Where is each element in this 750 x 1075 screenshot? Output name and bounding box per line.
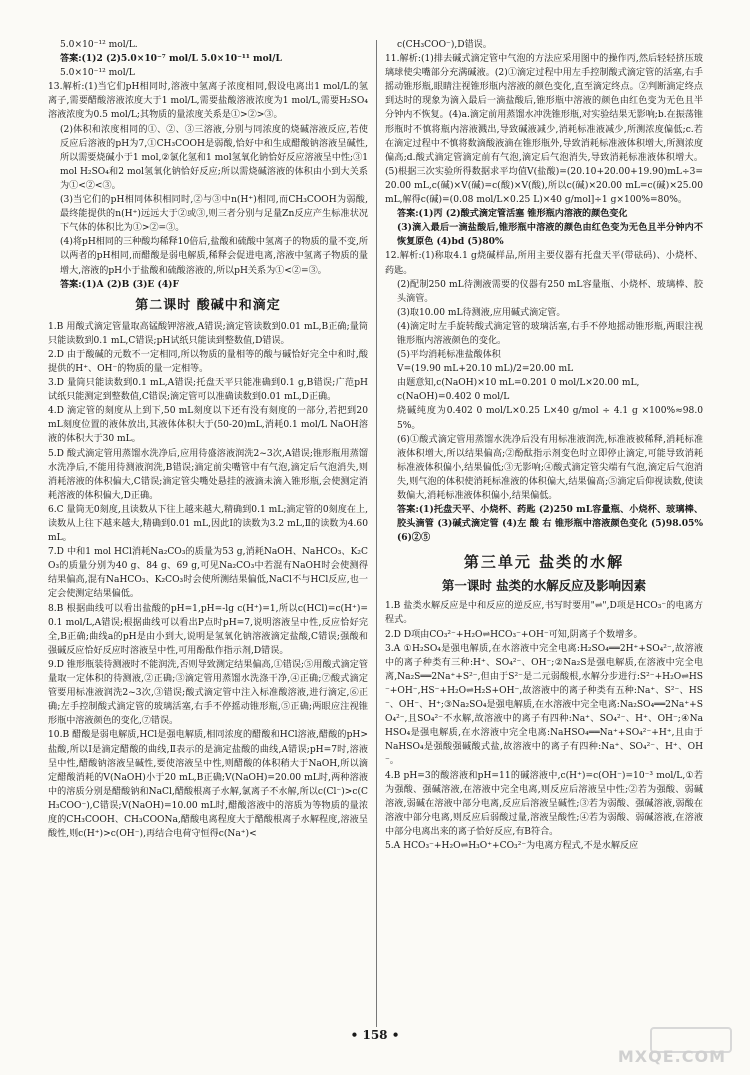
left-column — [48, 38, 368, 1027]
paragraph: 4.D 滴定管的刻度从上到下,50 mL刻度以下还有没有刻度的一部分,若把到20 mL刻度位置的液体放出,其液体体积大于(50-20)mL,消耗0.1 mol/L NaOH溶液的体积大于30 mL。 — [48, 406, 368, 445]
answer-line: 答案:(1)2 (2)5.0×10⁻⁷ mol/L 5.0×10⁻¹¹ mol/L — [60, 53, 282, 65]
paragraph: (3)取10.00 mL待测液,应用碱式滴定管。 — [397, 307, 566, 318]
section-title: 第二课时 酸碱中和滴定 — [135, 297, 281, 313]
paragraph: 13.解析:(1)当它们pH相同时,溶液中氢离子浓度相同,假设电离出1 mol/L的氢离子,需要醋酸溶液浓度大于1 mol/L,需要盐酸溶液浓度为1 mol/L,需要H₂SO₄溶液浓度为0.5 mol/L;其物质的量浓度关系是①>②>③。 — [48, 82, 368, 121]
paragraph: 3.A ①H₂SO₄是强电解质,在水溶液中完全电离:H₂SO₄══2H⁺+SO₄²⁻,故溶液中的离子种类有三种:H⁺、SO₄²⁻、OH⁻;②Na₂S是强电解质,在溶液中完全电离,Na₂S══2Na⁺+S²⁻,但由于S²⁻是二元弱酸根,水解分步进行:S²⁻+H₂O⇌HS⁻+OH⁻,HS⁻+H₂O⇌H₂S+OH⁻,故溶液中的离子种类有五种:Na⁺、S²⁻、HS⁻、OH⁻、H⁺;③Na₂SO₄是强电解质,在水溶液中完全电离:Na₂SO₄══2Na⁺+SO₄²⁻,且SO₄²⁻不水解,故溶液中的离子有四种:Na⁺、SO₄²⁻、H⁺、OH⁻;④NaHSO₄是强电解质,在水溶液中完全电离:NaHSO₄══Na⁺+SO₄²⁻+H⁺,且由于NaHSO₄是强酸强碱酸式盐,故溶液中的离子有四种:Na⁺、SO₄²⁻、H⁺、OH⁻。 — [385, 643, 703, 767]
answer-line: 答案:(1)托盘天平、小烧杯、药匙 (2)250 mL容量瓶、小烧杯、玻璃棒、胶头滴管 (3)碱式滴定管 (4)左 酸 右 锥形瓶中溶液颜色变化 (5)98.05% (6)②⑤ — [397, 504, 703, 544]
paragraph: 9.D 锥形瓶装待测液时不能润洗,否则导致测定结果偏高,①错误;⑤用酸式滴定管量取一定体积的待测液,②正确;③滴定管用蒸馏水洗涤干净,④正确;⑦酸式滴定管要用标准液润洗2~3次,③错误;酸式滴定管中注入标准酸溶液,进行滴定,⑥正确;左手控制酸式滴定管的玻璃活塞,右手不停摇动锥形瓶,⑤正确;两眼应注视锥形瓶中溶液颜色的变化,⑦错误。 — [48, 659, 368, 727]
paragraph: 由题意知,c(NaOH)×10 mL=0.201 0 mol/L×20.00 mL, — [397, 378, 640, 389]
paragraph: (4)滴定时左手旋转酸式滴定管的玻璃活塞,右手不停地摇动锥形瓶,两眼注视锥形瓶内溶液颜色的变化。 — [397, 321, 703, 346]
paragraph: 5.0×10⁻¹² mol/L — [60, 68, 135, 79]
unit-title: 第三单元 盐类的水解 — [463, 553, 625, 572]
paragraph: 5.A HCO₃⁻+H₂O⇌H₃O⁺+CO₃²⁻为电离方程式,不是水解反应 — [385, 840, 639, 851]
paragraph: 6.C 量筒无0刻度,且读数从下往上越来越大,精确到0.1 mL;滴定管的0刻度在上,读数从上往下越来越大,精确到0.01 mL,因此Ⅰ的读数为3.2 mL,Ⅱ的读数为4.60 mL。 — [48, 504, 368, 544]
lesson-title: 第一课时 盐类的水解反应及影响因素 — [441, 578, 647, 594]
paragraph: 4.B pH=3的酸溶液和pH=11的碱溶液中,c(H⁺)=c(OH⁻)=10⁻³ mol/L,①若为强酸、强碱溶液,在溶液中完全电离,则反应后溶液呈中性;②若为强酸、弱碱溶液,弱碱在溶液中部分电离,反应后溶液呈碱性;③若为弱酸、强碱溶液,弱酸在溶液中部分电离,则反应后弱酸过量,溶液呈酸性;④若为弱酸、弱碱溶液,在溶液中部分电离出来的离子恰好反应,有B符合。 — [385, 770, 703, 837]
answer-line: 答案:(1)A (2)B (3)E (4)F — [60, 278, 179, 290]
paragraph: V=(19.90 mL+20.10 mL)/2=20.00 mL — [397, 364, 574, 375]
watermark-text: MXQE.COM — [617, 1047, 726, 1066]
paragraph: 7.D 中和1 mol HCl消耗Na₂CO₃的质量为53 g,消耗NaOH、NaHCO₃、K₂CO₃的质量分别为40 g、84 g、69 g,可见Na₂CO₃中若混有NaOH时会使测得结果偏高,混有NaHCO₃、K₂CO₃时会使所测结果偏低,NaCl不与HCl反应,也一定会使测定结果偏低。 — [48, 547, 368, 600]
paragraph: 2.D D项由CO₃²⁻+H₂O⇌HCO₃⁻+OH⁻可知,阴离子个数增多。 — [385, 629, 643, 640]
paragraph: 1.B 盐类水解反应是中和反应的逆反应,书写时要用"⇌",D项是HCO₃⁻的电离方程式。 — [385, 601, 703, 626]
paragraph: c(NaOH)=0.402 0 mol/L — [397, 392, 510, 403]
column-divider — [376, 40, 377, 1027]
paragraph: 烧碱纯度为0.402 0 mol/L×0.25 L×40 g/mol ÷ 4.1 g ×100%≈98.05%。 — [397, 406, 703, 431]
paragraph: 5.0×10⁻¹² mol/L. — [60, 40, 138, 50]
paragraph: 10.B 醋酸是弱电解质,HCl是强电解质,相同浓度的醋酸和HCl溶液,醋酸的pH>盐酸,所以Ⅰ是滴定醋酸的曲线,Ⅱ表示的是滴定盐酸的曲线,A错误;pH=7时,溶液呈中性,醋酸钠溶液呈碱性,要使溶液呈中性,则醋酸的体积稍大于NaOH,所以滴定醋酸消耗的V(NaOH)小于20 mL,B正确;V(NaOH)=20.00 mL时,两种溶液中的溶质分别是醋酸钠和NaCl,醋酸根离子水解,氯离子不水解,所以c(Cl⁻)>c(CH₃COO⁻),C错误;V(NaOH)=10.00 mL时,醋酸溶液中的溶质为等物质的量浓度的CH₃COOH、CH₃COONa,醋酸电离程度大于醋酸根离子水解程度,溶液呈酸性,则c(H⁺)>c(OH⁻),再结合电荷守恒得c(Na⁺)< — [48, 730, 368, 840]
paragraph: 5.D 酸式滴定管用蒸馏水洗净后,应用待盛溶液润洗2~3次,A错误;锥形瓶用蒸馏水洗净后,不能用待测液润洗,B错误;滴定前尖嘴管中有气泡,滴定后气泡消失,则消耗溶液的体积偏大,C错误;滴定管尖嘴处悬挂的液滴未滴入锥形瓶,会使测定消耗溶液的体积偏大,D正确。 — [48, 448, 368, 501]
paragraph: (5)平均消耗标准盐酸体积 — [397, 350, 501, 361]
paragraph: 8.B 根据曲线可以看出盐酸的pH=1,pH=-lg c(H⁺)=1,所以c(HCl)=c(H⁺)=0.1 mol/L,A错误;根据曲线可以看出P点时pH=7,说明溶液呈中性,反应恰好完全,B正确;曲线a的pH是由小到大,说明是氢氧化钠溶液滴定盐酸,C错误;强酸和强碱反应恰好反应时溶液呈中性,可用酚酞作指示剂,D错误。 — [48, 603, 368, 656]
paragraph: (6)①酸式滴定管用蒸馏水洗净后没有用标准液润洗,标准液被稀释,消耗标准液体积增大,所以结果偏高;②酚酞指示剂变色时立即停止滴定,可能导致消耗标准液体积偏小,结果偏低;③无影响;④酸式滴定管尖端有气泡,滴定后气泡消失,则气泡的体积使消耗标准液的体积偏大,结果偏高;⑤滴定后仰视读数,使读数偏大,消耗标准液体积偏小,结果偏低。 — [397, 434, 703, 501]
paragraph: (4)将pH相同的三种酸均稀释10倍后,盐酸和硫酸中氢离子的物质的量不变,所以两者的pH相同,而醋酸是弱电解质,稀释会促进电离,溶液中氢离子物质的量增大,溶液的pH小于盐酸和硫酸溶液的,所以pH关系为①<②=③。 — [60, 237, 368, 276]
paragraph: (2)配制250 mL待测液需要的仪器有250 mL容量瓶、小烧杯、玻璃棒、胶头滴管。 — [397, 279, 703, 304]
watermark-logo — [617, 1025, 732, 1067]
paragraph: c(CH₃COO⁻),D错误。 — [397, 40, 492, 50]
paragraph: (3)当它们的pH相同体积相同时,②与③中n(H⁺)相同,而CH₃COOH为弱酸,最终能提供的n(H⁺)远远大于②或③,则三者分别与足量Zn反应产生标准状况下气体的体积比为①>②=③。 — [60, 195, 368, 234]
right-column — [385, 38, 703, 1027]
paragraph: 1.B 用酸式滴定管量取高锰酸钾溶液,A错误;滴定管读数到0.01 mL,B正确;量筒只能读数到0.1 mL,C错误;pH试纸只能读到整数值,D错误。 — [48, 321, 368, 346]
answer-line: (3)滴入最后一滴盐酸后,锥形瓶中溶液的颜色由红色变为无色且半分钟内不恢复原色 (4)bd (5)80% — [397, 222, 703, 248]
paragraph: 3.D 量筒只能读数到0.1 mL,A错误;托盘天平只能准确到0.1 g,B错误;广范pH试纸只能测定到整数值,C错误;滴定管可以准确读数到0.01 mL,D正确。 — [48, 378, 368, 403]
paragraph: 11.解析:(1)排去碱式滴定管中气泡的方法应采用图中的操作丙,然后轻轻挤压玻璃球使尖嘴部分充满碱液。(2)①滴定过程中用左手控制酸式滴定管的活塞,右手摇动锥形瓶,眼睛注视锥形瓶内溶液的颜色变化,直至滴定终点。②判断滴定终点到达时的现象为滴入最后一滴盐酸后,锥形瓶中溶液的颜色由红色变为无色且半分钟内不恢复。(4)a.滴定前用蒸馏水冲洗锥形瓶,对实验结果无影响;b.在振荡锥形瓶时不慎将瓶内溶液溅出,导致碱液减少,消耗标准液减少,所测浓度偏低;c.若在滴定过程中不慎将数滴酸液滴在锥形瓶外,导致消耗标准液体积增大,所测浓度偏高;d.酸式滴定管滴定前有气泡,滴定后气泡消失,导致消耗标准液体积增大。(5)根据三次实验所得数据求平均值V(盐酸)=(20.10+20.00+19.90)mL÷3=20.00 mL,c(碱)×V(碱)=c(酸)×V(酸),所以c(碱)×20.00 mL=c(碱)×25.00 mL,解得c(碱)=(0.08 mol/L×0.25 L)×40 g/mol]÷1 g×100%=80%。 — [385, 54, 703, 206]
paragraph: (2)体积和浓度相同的①、②、③三溶液,分别与同浓度的烧碱溶液反应,若使反应后溶液的pH为7,①CH₃COOH是弱酸,恰好中和生成醋酸钠溶液呈碱性,所以需要烧碱小于1 mol,②氯化氢和1 mol氢氧化钠恰好反应溶液呈中性;③1 mol H₂SO₄和2 mol氢氧化钠恰好反应;所以需烧碱溶液的体积由小到大关系为①<②<③。 — [60, 124, 368, 191]
answer-line: 答案:(1)丙 (2)酸式滴定管活塞 锥形瓶内溶液的颜色变化 — [397, 208, 628, 220]
paragraph: 12.解析:(1)称取4.1 g烧碱样品,所用主要仪器有托盘天平(带砝码)、小烧杯、药匙。 — [385, 251, 703, 276]
paragraph: 2.D 由于酸碱的元数不一定相同,所以物质的量相等的酸与碱恰好完全中和时,酸提供的H⁺、OH⁻的物质的量一定相等。 — [48, 349, 368, 374]
page-number: • 158 • — [350, 1028, 400, 1042]
